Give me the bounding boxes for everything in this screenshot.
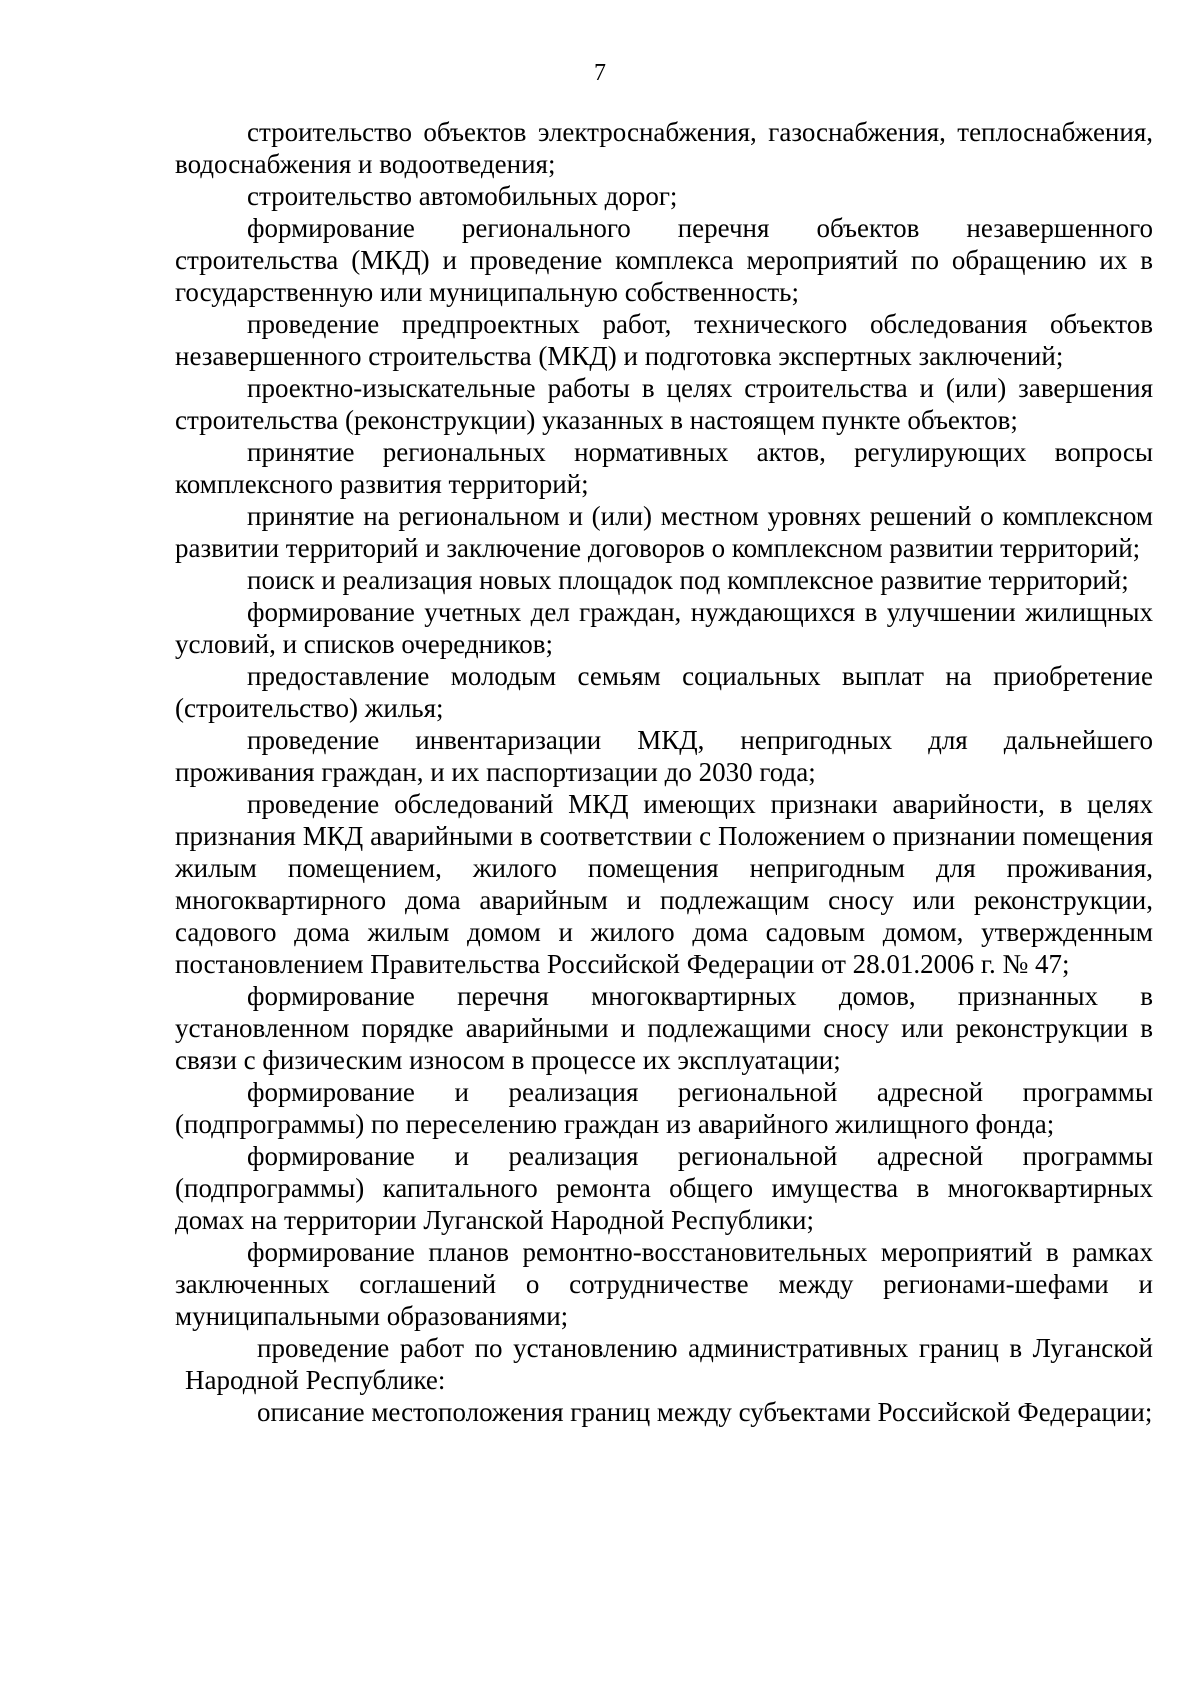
paragraph-border-description: описание местоположения границ между субъектами Российской Федерации; bbox=[257, 1397, 1153, 1427]
paragraph-emergency-list: формирование перечня многоквартирных домов, признанных в установленном порядке аварийными и подлежащими сносу или реконструкции в связи с физическим износом в процессе их эксплуатации; bbox=[175, 981, 1153, 1075]
paragraph-citizen-records: формирование учетных дел граждан, нуждающихся в улучшении жилищных условий, и списков очередников; bbox=[175, 597, 1153, 659]
paragraph-road-construction: строительство автомобильных дорог; bbox=[247, 181, 678, 211]
paragraph-unfinished-objects-list: формирование регионального перечня объектов незавершенного строительства (МКД) и проведение комплекса мероприятий по обращению их в государственную или муниципальную собственность; bbox=[175, 213, 1153, 307]
paragraph-capital-repair-program: формирование и реализация региональной адресной программы (подпрограммы) капитального ремонта общего имущества в многоквартирных домах на территории Луганской Народной Республики; bbox=[175, 1141, 1153, 1235]
page-number: 7 bbox=[594, 60, 606, 86]
paragraph-young-families: предоставление молодым семьям социальных выплат на приобретение (строительство) жилья; bbox=[175, 661, 1153, 723]
paragraph-administrative-borders: проведение работ по установлению административных границ в Луганской Народной Республике: bbox=[185, 1333, 1153, 1395]
document-body bbox=[175, 116, 1153, 1428]
paragraph-regulatory-acts: принятие региональных нормативных актов, регулирующих вопросы комплексного развития территорий; bbox=[175, 437, 1153, 499]
paragraph-new-sites: поиск и реализация новых площадок под комплексное развитие территорий; bbox=[247, 565, 1129, 595]
paragraph-restoration-plans: формирование планов ремонтно-восстановительных мероприятий в рамках заключенных соглашений о сотрудничестве между регионами-шефами и муниципальными образованиями; bbox=[175, 1237, 1153, 1331]
paragraph-emergency-inspection: проведение обследований МКД имеющих признаки аварийности, в целях признания МКД аварийными в соответствии с Положением о признании помещения жилым помещением, жилого помещения непригодным для проживания, многоквартирного дома аварийным и подлежащим сносу или реконструкции, садового дома жилым домом и жилого дома садовым домом, утвержденным постановлением Правительства Российской Федерации от 28.01.2006 г. № 47; bbox=[175, 789, 1153, 979]
paragraph-preproject-works: проведение предпроектных работ, технического обследования объектов незавершенного строительства (МКД) и подготовка экспертных заключений; bbox=[175, 309, 1153, 371]
paragraph-survey-works: проектно-изыскательные работы в целях строительства и (или) завершения строительства (реконструкции) указанных в настоящем пункте объектов; bbox=[175, 373, 1153, 435]
paragraph-development-decisions: принятие на региональном и (или) местном уровнях решений о комплексном развитии территорий и заключение договоров о комплексном развитии территорий; bbox=[175, 501, 1153, 563]
paragraph-utility-construction: строительство объектов электроснабжения, газоснабжения, теплоснабжения, водоснабжения и водоотведения; bbox=[175, 117, 1153, 179]
paragraph-resettlement-program: формирование и реализация региональной адресной программы (подпрограммы) по переселению граждан из аварийного жилищного фонда; bbox=[175, 1077, 1153, 1139]
paragraph-inventory: проведение инвентаризации МКД, непригодных для дальнейшего проживания граждан, и их паспортизации до 2030 года; bbox=[175, 725, 1153, 787]
